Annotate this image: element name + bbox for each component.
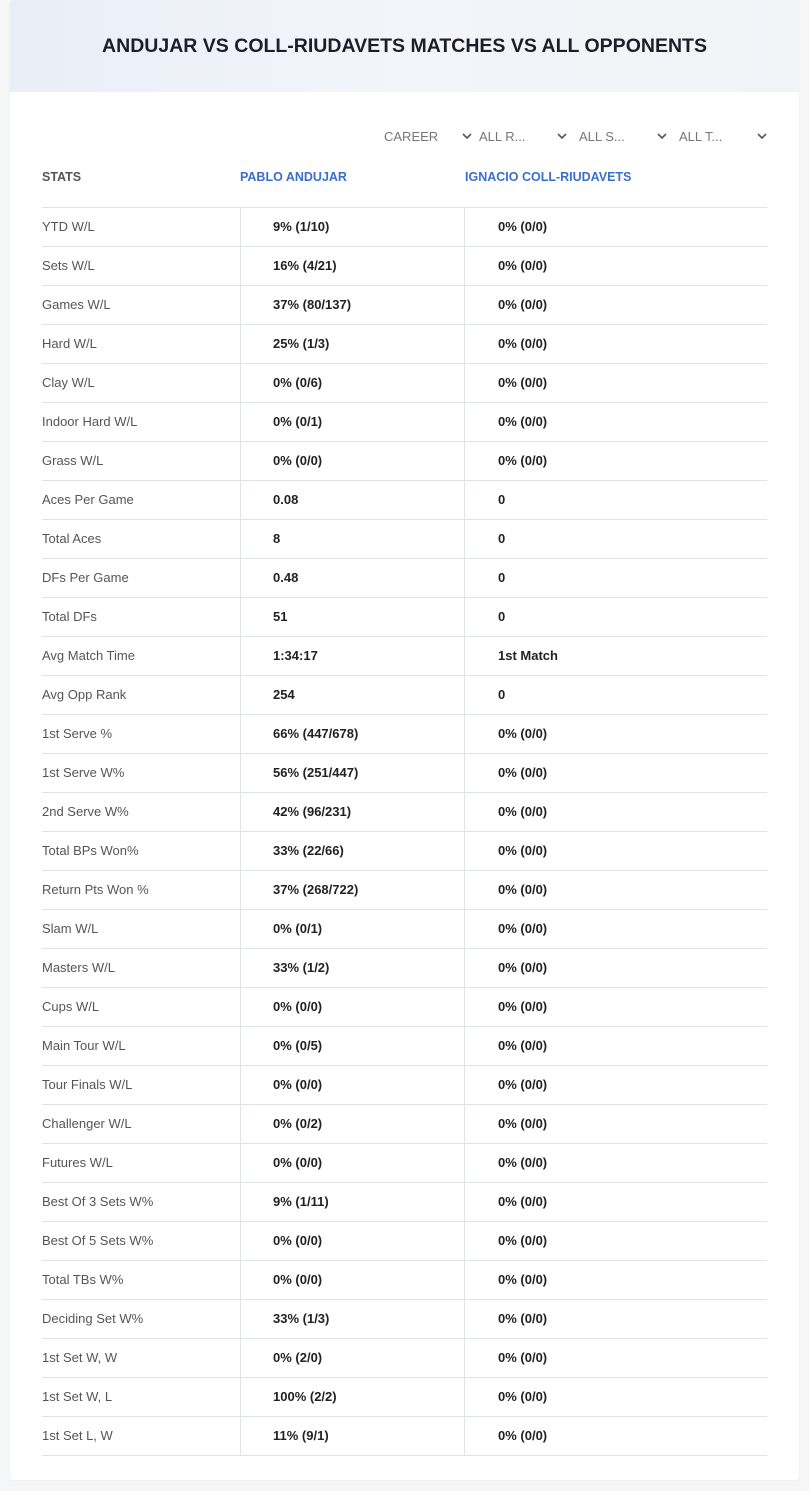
stat-label: Sets W/L — [42, 258, 95, 273]
player1-value: 56% (251/447) — [240, 754, 464, 792]
column-header-stats: STATS — [42, 170, 82, 184]
player2-value: 0% (0/0) — [464, 793, 767, 831]
player1-value: 0% (0/1) — [240, 403, 464, 441]
stat-label: 1st Set W, W — [42, 1350, 118, 1365]
stat-label: Masters W/L — [42, 960, 115, 975]
player2-value: 0% (0/0) — [464, 871, 767, 909]
player2-link[interactable]: IGNACIO COLL-RIUDAVETS — [465, 170, 632, 184]
table-row — [42, 1339, 767, 1378]
player1-value: 42% (96/231) — [240, 793, 464, 831]
player2-value: 0% (0/0) — [464, 1027, 767, 1065]
player1-value: 0% (0/6) — [240, 364, 464, 402]
player1-value: 66% (447/678) — [240, 715, 464, 753]
stat-label: DFs Per Game — [42, 570, 129, 585]
player2-value: 0% (0/0) — [464, 754, 767, 792]
player2-value: 0 — [464, 676, 767, 714]
player1-value: 0% (0/0) — [240, 1261, 464, 1299]
player1-value: 0% (0/0) — [240, 1066, 464, 1104]
player2-value: 0% (0/0) — [464, 1300, 767, 1338]
table-row — [42, 988, 767, 1027]
table-row — [42, 325, 767, 364]
stat-label: Best Of 3 Sets W% — [42, 1194, 154, 1209]
table-row — [42, 910, 767, 949]
player2-value: 0% (0/0) — [464, 403, 767, 441]
filter-career-select[interactable] — [384, 124, 472, 148]
player1-value: 8 — [240, 520, 464, 558]
table-row — [42, 793, 767, 832]
player2-value: 0% (0/0) — [464, 1222, 767, 1260]
stat-label: Clay W/L — [42, 375, 95, 390]
stat-label: 1st Serve W% — [42, 765, 125, 780]
player2-value: 0 — [464, 520, 767, 558]
player1-value: 1:34:17 — [240, 637, 464, 675]
stat-label: Total BPs Won% — [42, 843, 139, 858]
filter-surface-select[interactable] — [579, 124, 667, 148]
stat-label: Slam W/L — [42, 921, 99, 936]
stat-label: 2nd Serve W% — [42, 804, 129, 819]
player1-value: 11% (9/1) — [240, 1417, 464, 1455]
stat-label: Grass W/L — [42, 453, 104, 468]
table-row — [42, 1183, 767, 1222]
player2-value: 0% (0/0) — [464, 1339, 767, 1377]
filter-label: ALL T... — [679, 128, 723, 144]
player2-value: 0% (0/0) — [464, 325, 767, 363]
table-row — [42, 1222, 767, 1261]
stat-label: 1st Serve % — [42, 726, 113, 741]
chevron-down-icon — [462, 131, 472, 141]
player1-value: 9% (1/10) — [240, 208, 464, 246]
player2-value: 0% (0/0) — [464, 910, 767, 948]
player1-value: 25% (1/3) — [240, 325, 464, 363]
table-row — [42, 754, 767, 793]
stat-label: Avg Match Time — [42, 648, 135, 663]
player2-value: 0% (0/0) — [464, 364, 767, 402]
table-row — [42, 1066, 767, 1105]
player1-value: 0% (0/0) — [240, 1144, 464, 1182]
table-row — [42, 559, 767, 598]
table-row — [42, 598, 767, 637]
chevron-down-icon — [757, 131, 767, 141]
player1-value: 0% (0/5) — [240, 1027, 464, 1065]
player2-value: 0% (0/0) — [464, 1066, 767, 1104]
player2-value: 0 — [464, 559, 767, 597]
table-row — [42, 403, 767, 442]
table-row — [42, 481, 767, 520]
player2-value: 1st Match — [464, 637, 767, 675]
player1-value: 0.48 — [240, 559, 464, 597]
player1-value: 0% (0/0) — [240, 988, 464, 1026]
stat-label: Challenger W/L — [42, 1116, 132, 1131]
table-row — [42, 949, 767, 988]
table-row — [42, 715, 767, 754]
player2-value: 0% (0/0) — [464, 247, 767, 285]
player2-value: 0% (0/0) — [464, 988, 767, 1026]
player1-value: 37% (268/722) — [240, 871, 464, 909]
player2-value: 0% (0/0) — [464, 715, 767, 753]
filter-tournament-select[interactable] — [679, 124, 767, 148]
stats-card — [10, 0, 799, 1480]
filter-bar — [10, 124, 799, 148]
player2-value: 0% (0/0) — [464, 1144, 767, 1182]
player2-value: 0% (0/0) — [464, 1183, 767, 1221]
player1-value: 9% (1/11) — [240, 1183, 464, 1221]
player1-link[interactable]: PABLO ANDUJAR — [240, 170, 347, 184]
table-row — [42, 1417, 767, 1456]
player1-value: 0% (2/0) — [240, 1339, 464, 1377]
table-row — [42, 208, 767, 247]
player1-value: 0% (0/0) — [240, 442, 464, 480]
player1-value: 33% (1/3) — [240, 1300, 464, 1338]
stat-label: Games W/L — [42, 297, 111, 312]
stat-label: Return Pts Won % — [42, 882, 149, 897]
table-row — [42, 1144, 767, 1183]
player1-value: 33% (1/2) — [240, 949, 464, 987]
chevron-down-icon — [557, 131, 567, 141]
stat-label: Aces Per Game — [42, 492, 134, 507]
player1-value: 0% (0/0) — [240, 1222, 464, 1260]
player2-value: 0 — [464, 481, 767, 519]
table-row — [42, 637, 767, 676]
table-row — [42, 1105, 767, 1144]
stat-label: Total DFs — [42, 609, 97, 624]
player1-value: 16% (4/21) — [240, 247, 464, 285]
stat-label: 1st Set L, W — [42, 1428, 113, 1443]
page-title: ANDUJAR VS COLL-RIUDAVETS MATCHES VS ALL OPPONENTS — [102, 34, 707, 57]
player1-value: 100% (2/2) — [240, 1378, 464, 1416]
table-row — [42, 676, 767, 715]
player1-value: 33% (22/66) — [240, 832, 464, 870]
filter-label: CAREER — [384, 128, 439, 144]
player2-value: 0% (0/0) — [464, 949, 767, 987]
table-row — [42, 520, 767, 559]
stat-label: 1st Set W, L — [42, 1389, 113, 1404]
chevron-down-icon — [657, 131, 667, 141]
player1-value: 37% (80/137) — [240, 286, 464, 324]
table-header — [42, 170, 767, 188]
stat-label: Futures W/L — [42, 1155, 113, 1170]
player1-value: 0.08 — [240, 481, 464, 519]
table-row — [42, 1378, 767, 1417]
stat-label: Hard W/L — [42, 336, 97, 351]
table-row — [42, 442, 767, 481]
player2-value: 0% (0/0) — [464, 832, 767, 870]
stat-label: Best Of 5 Sets W% — [42, 1233, 154, 1248]
player2-value: 0 — [464, 598, 767, 636]
table-row — [42, 871, 767, 910]
table-row — [42, 1261, 767, 1300]
player1-value: 254 — [240, 676, 464, 714]
stat-label: Total Aces — [42, 531, 102, 546]
table-row — [42, 286, 767, 325]
table-row — [42, 364, 767, 403]
stat-label: YTD W/L — [42, 219, 95, 234]
player2-value: 0% (0/0) — [464, 1105, 767, 1143]
player2-value: 0% (0/0) — [464, 442, 767, 480]
player2-value: 0% (0/0) — [464, 1378, 767, 1416]
stat-label: Avg Opp Rank — [42, 687, 127, 702]
player1-value: 51 — [240, 598, 464, 636]
player2-value: 0% (0/0) — [464, 1261, 767, 1299]
card-header — [10, 0, 799, 92]
stats-table — [42, 207, 767, 1456]
stat-label: Tour Finals W/L — [42, 1077, 133, 1092]
player2-value: 0% (0/0) — [464, 208, 767, 246]
player2-value: 0% (0/0) — [464, 286, 767, 324]
table-row — [42, 832, 767, 871]
stat-label: Main Tour W/L — [42, 1038, 126, 1053]
filter-label: ALL R... — [479, 128, 526, 144]
player2-value: 0% (0/0) — [464, 1417, 767, 1455]
table-row — [42, 1300, 767, 1339]
player1-value: 0% (0/1) — [240, 910, 464, 948]
stat-label: Cups W/L — [42, 999, 100, 1014]
stat-label: Total TBs W% — [42, 1272, 124, 1287]
filter-round-select[interactable] — [479, 124, 567, 148]
player1-value: 0% (0/2) — [240, 1105, 464, 1143]
filter-label: ALL S... — [579, 128, 625, 144]
stat-label: Indoor Hard W/L — [42, 414, 138, 429]
stat-label: Deciding Set W% — [42, 1311, 144, 1326]
table-row — [42, 1027, 767, 1066]
table-row — [42, 247, 767, 286]
